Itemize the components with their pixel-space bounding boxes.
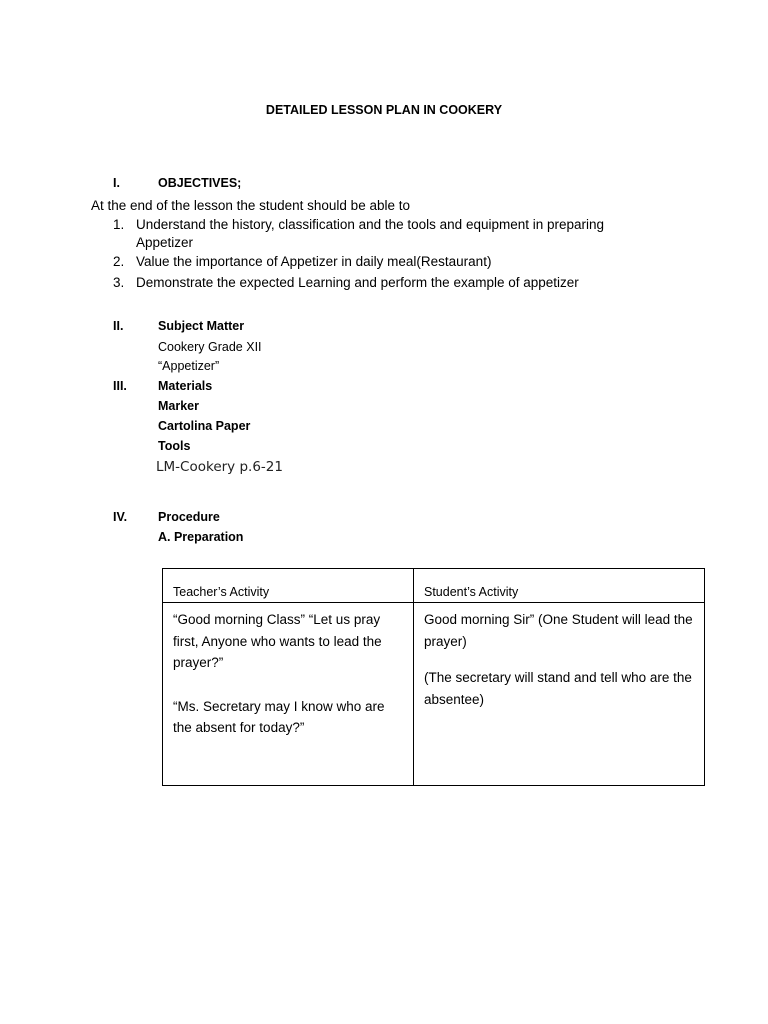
procedure-subheading-preparation: A. Preparation (158, 530, 244, 544)
section-numeral-subject-matter: II. (113, 319, 124, 333)
student-line-attendance: (The secretary will stand and tell who are the absentee) (424, 670, 692, 707)
material-item-tools: Tools (158, 439, 191, 453)
header-teacher-activity: Teacher’s Activity (163, 569, 414, 603)
section-numeral-objectives: I. (113, 176, 120, 190)
section-numeral-materials: III. (113, 379, 127, 393)
section-heading-materials: Materials (158, 379, 213, 393)
activity-table (162, 568, 705, 786)
objective-number: 3. (113, 275, 125, 290)
objective-item-1-line1: Understand the history, classification and the tools and equipment in preparing (136, 217, 605, 232)
material-item-marker: Marker (158, 399, 199, 413)
header-student-activity: Student’s Activity (414, 569, 705, 603)
objective-number: 2. (113, 254, 125, 269)
material-item-cartolina: Cartolina Paper (158, 419, 251, 433)
objective-item-3: Demonstrate the expected Learning and perform the example of appetizer (136, 275, 579, 290)
student-activity-cell (414, 603, 705, 786)
objective-number: 1. (113, 217, 125, 232)
subject-item-topic: “Appetizer” (158, 359, 220, 373)
objectives-intro: At the end of the lesson the student should be able to (91, 198, 410, 213)
objective-item-2: Value the importance of Appetizer in daily meal(Restaurant) (136, 254, 492, 269)
objective-item-1-line2: Appetizer (136, 235, 194, 250)
subject-item-grade: Cookery Grade XII (158, 340, 262, 354)
teacher-line-attendance: “Ms. Secretary may I know who are the absent for today?” (173, 698, 385, 735)
document-title: DETAILED LESSON PLAN IN COOKERY (265, 103, 503, 117)
section-heading-procedure: Procedure (158, 510, 220, 524)
teacher-activity-cell (163, 603, 414, 786)
teacher-line-greeting: “Good morning Class” “Let us pray first, Anyone who wants to lead the prayer?” (173, 612, 382, 670)
table-row (163, 603, 705, 786)
section-numeral-procedure: IV. (113, 510, 128, 524)
section-heading-subject-matter: Subject Matter (158, 319, 245, 333)
table-header-row (163, 569, 705, 603)
student-line-greeting: Good morning Sir” (One Student will lead the prayer) (424, 612, 693, 649)
material-reference: LM-Cookery p.6-21 (156, 459, 283, 475)
section-heading-objectives: OBJECTIVES; (158, 176, 242, 190)
